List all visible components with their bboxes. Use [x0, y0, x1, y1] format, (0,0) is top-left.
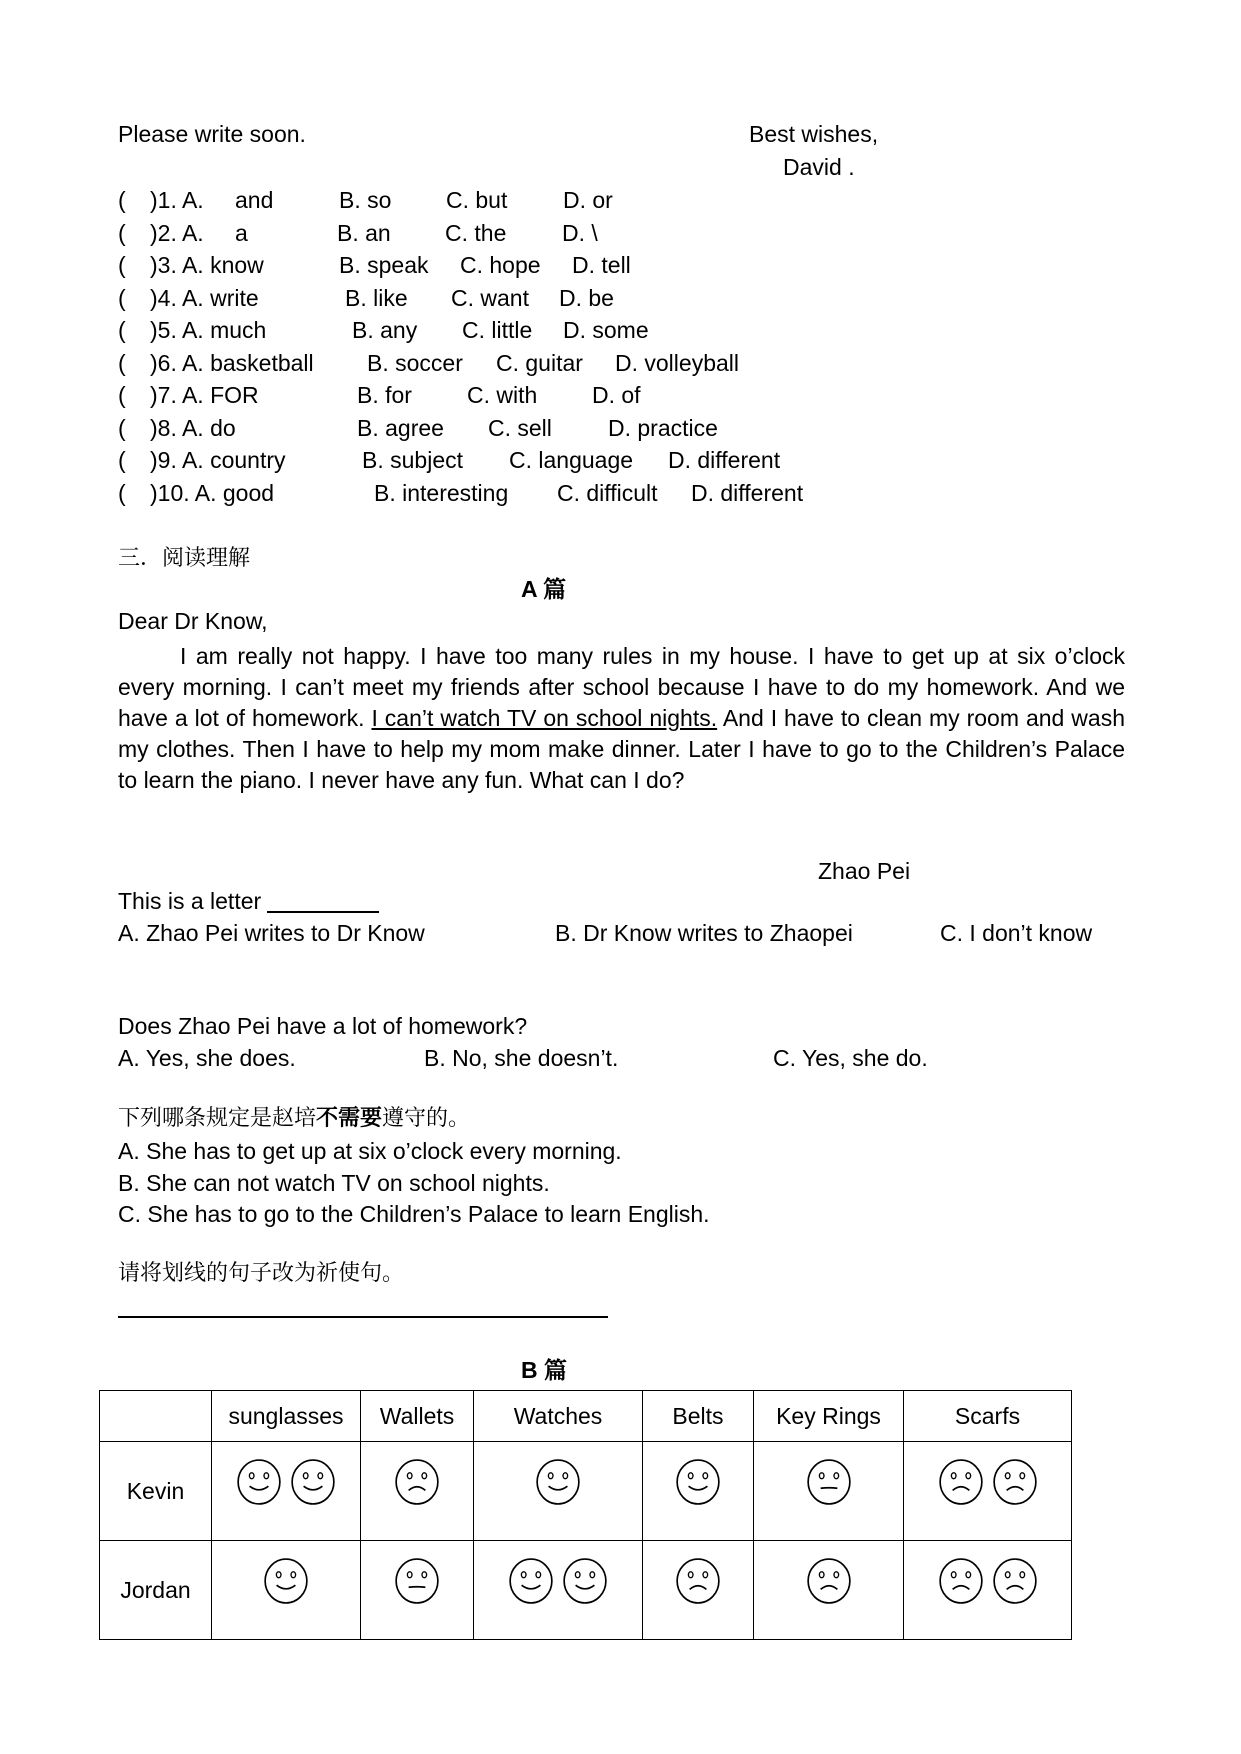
- passage-a-body: [118, 641, 1125, 796]
- neutral-face-icon: [806, 1442, 852, 1512]
- cloze-3-paren[interactable]: (: [118, 252, 126, 278]
- cloze-5-paren[interactable]: (: [118, 317, 126, 343]
- cloze-3-c: C. hope: [460, 252, 541, 278]
- table-header-scarfs: Scarfs: [904, 1391, 1072, 1442]
- cloze-9-d: D. different: [668, 447, 781, 473]
- letter-greeting: Dear Dr Know,: [118, 608, 268, 634]
- frown-face-icon: [938, 1541, 984, 1611]
- rating-cell: [474, 1442, 643, 1541]
- q2-option-b: B. No, she doesn’t.: [424, 1045, 619, 1071]
- cloze-7-d: D. of: [592, 382, 641, 408]
- cloze-10-c: C. difficult: [557, 479, 658, 506]
- cloze-8-c: C. sell: [488, 414, 552, 441]
- cloze-4-paren[interactable]: (: [118, 284, 126, 311]
- cloze-8-paren[interactable]: (: [118, 414, 126, 441]
- question-2: Does Zhao Pei have a lot of homework?: [118, 1013, 528, 1039]
- smile-face-icon: [263, 1541, 309, 1611]
- cloze-8-b: B. agree: [357, 414, 444, 441]
- q1-option-a: A. Zhao Pei writes to Dr Know: [118, 920, 425, 946]
- frown-face-icon: [992, 1541, 1038, 1611]
- smile-face-icon: [562, 1541, 608, 1611]
- row-name-kevin: Kevin: [100, 1442, 212, 1541]
- rating-cell: [904, 1541, 1072, 1640]
- cloze-9-paren[interactable]: (: [118, 447, 126, 473]
- q1-option-c: C. I don’t know: [940, 920, 1093, 946]
- cloze-8-num: )8. A. do: [150, 414, 236, 441]
- cloze-6-paren[interactable]: (: [118, 349, 126, 376]
- cloze-4-num: )4. A. write: [150, 284, 259, 311]
- frown-face-icon: [938, 1442, 984, 1512]
- q3-stem-part: 下列哪条规定是赵培: [118, 1106, 317, 1131]
- cloze-6-num: )6. A. basketball: [150, 349, 314, 376]
- cloze-7-b: B. for: [357, 382, 412, 408]
- q2-option-c: C. Yes, she do.: [773, 1045, 928, 1071]
- question-1-stem: This is a letter: [118, 888, 262, 914]
- best-wishes: Best wishes,: [749, 121, 879, 147]
- cloze-1-c: C. but: [446, 187, 508, 213]
- cloze-6-b: B. soccer: [367, 349, 463, 376]
- cloze-1-d: D. or: [563, 187, 613, 213]
- table-row: [100, 1541, 1072, 1640]
- cloze-5-c: C. little: [462, 317, 533, 343]
- cloze-1-a: and: [235, 187, 274, 213]
- table-header-row: [100, 1391, 1072, 1442]
- cloze-10-b: B. interesting: [374, 479, 509, 506]
- q3-option-a: A. She has to get up at six o’clock every morning.: [118, 1138, 622, 1164]
- underlined-sentence: I can’t watch TV on school nights.: [371, 705, 718, 731]
- section-title: 三．阅读理解: [118, 546, 251, 571]
- cloze-10-num: )10. A. good: [150, 479, 275, 506]
- cloze-2-c: C. the: [445, 219, 507, 246]
- cloze-1-paren[interactable]: (: [118, 187, 126, 213]
- rating-cell: [474, 1541, 643, 1640]
- frown-face-icon: [675, 1541, 721, 1611]
- rating-cell: [904, 1442, 1072, 1541]
- question-1: [118, 890, 379, 913]
- row-name-jordan: Jordan: [100, 1541, 212, 1640]
- cloze-5-num: )5. A. much: [150, 317, 267, 343]
- q3-stem-bold: 不需要: [316, 1105, 383, 1131]
- cloze-4-b: B. like: [345, 284, 408, 311]
- cloze-6-c: C. guitar: [496, 349, 583, 376]
- rating-cell: [643, 1442, 754, 1541]
- cloze-1-b: B. so: [339, 187, 392, 213]
- q3-option-c: C. She has to go to the Children’s Palace to learn English.: [118, 1201, 710, 1227]
- cloze-5-b: B. any: [352, 317, 418, 343]
- answer-line[interactable]: [118, 1316, 608, 1318]
- q3-stem-part: 遵守的。: [382, 1106, 471, 1131]
- passage-text-2: And I have to clean my room and wash my clothes. Then I have to help my mom make dinner. Later I have to go to the Children’s Palace to learn the piano. I never have any fun. What can I do?: [118, 705, 1126, 793]
- q1-option-b: B. Dr Know writes to Zhaopei: [555, 920, 853, 946]
- cloze-10-paren[interactable]: (: [118, 479, 126, 506]
- passage-text-1: I am really not happy. I have too many rules in my house. I have to get up at six o’clock every morning. I can’t meet my friends after school because I have to do my homework. And we have a lot of homework.: [118, 643, 1125, 731]
- rating-cell: [212, 1541, 361, 1640]
- cloze-4-d: D. be: [559, 284, 614, 311]
- question-3: [118, 1107, 470, 1130]
- question-4: 请将划线的句子改为祈使句。: [118, 1261, 405, 1286]
- smile-face-icon: [535, 1442, 581, 1512]
- frown-face-icon: [394, 1442, 440, 1512]
- cloze-9-c: C. language: [509, 447, 634, 473]
- q2-option-a: A. Yes, she does.: [118, 1045, 296, 1071]
- cloze-5-d: D. some: [563, 317, 649, 343]
- cloze-3-d: D. tell: [572, 252, 631, 278]
- smile-face-icon: [236, 1442, 282, 1512]
- table-corner-cell: [100, 1391, 212, 1442]
- signature-david: David .: [783, 154, 855, 180]
- passage-a-title: A 篇: [521, 576, 567, 602]
- cloze-3-b: B. speak: [339, 252, 429, 278]
- cloze-2-b: B. an: [337, 219, 391, 246]
- passage-b-title: B 篇: [521, 1357, 567, 1383]
- table-header-belts: Belts: [643, 1391, 754, 1442]
- rating-cell: [754, 1442, 904, 1541]
- table-header-sunglasses: sunglasses: [212, 1391, 361, 1442]
- cloze-2-paren[interactable]: (: [118, 219, 126, 246]
- rating-cell: [754, 1541, 904, 1640]
- closing-line: Please write soon.: [118, 121, 306, 147]
- answer-blank[interactable]: [267, 891, 379, 913]
- cloze-8-d: D. practice: [608, 414, 718, 441]
- smile-face-icon: [290, 1442, 336, 1512]
- cloze-1-num: )1. A.: [150, 187, 204, 213]
- cloze-7-paren[interactable]: (: [118, 382, 126, 408]
- table-header-key-rings: Key Rings: [754, 1391, 904, 1442]
- cloze-2-a: a: [235, 219, 248, 246]
- cloze-6-d: D. volleyball: [615, 349, 739, 376]
- frown-face-icon: [992, 1442, 1038, 1512]
- neutral-face-icon: [394, 1541, 440, 1611]
- cloze-2-num: )2. A.: [150, 219, 204, 246]
- table-row: [100, 1442, 1072, 1541]
- rating-cell: [361, 1442, 474, 1541]
- smile-face-icon: [508, 1541, 554, 1611]
- signature-zhao-pei: Zhao Pei: [818, 858, 911, 884]
- cloze-10-d: D. different: [691, 479, 804, 506]
- cloze-9-num: )9. A. country: [150, 447, 286, 473]
- cloze-9-b: B. subject: [362, 447, 463, 473]
- cloze-7-c: C. with: [467, 382, 538, 408]
- rating-table: [99, 1390, 1072, 1640]
- rating-cell: [212, 1442, 361, 1541]
- rating-cell: [361, 1541, 474, 1640]
- table-header-wallets: Wallets: [361, 1391, 474, 1442]
- table-header-watches: Watches: [474, 1391, 643, 1442]
- cloze-4-c: C. want: [451, 284, 529, 311]
- q3-option-b: B. She can not watch TV on school nights.: [118, 1170, 550, 1196]
- cloze-2-d: D. \: [562, 219, 598, 246]
- smile-face-icon: [675, 1442, 721, 1512]
- cloze-7-num: )7. A. FOR: [150, 382, 259, 408]
- cloze-3-num: )3. A. know: [150, 252, 264, 278]
- frown-face-icon: [806, 1541, 852, 1611]
- rating-cell: [643, 1541, 754, 1640]
